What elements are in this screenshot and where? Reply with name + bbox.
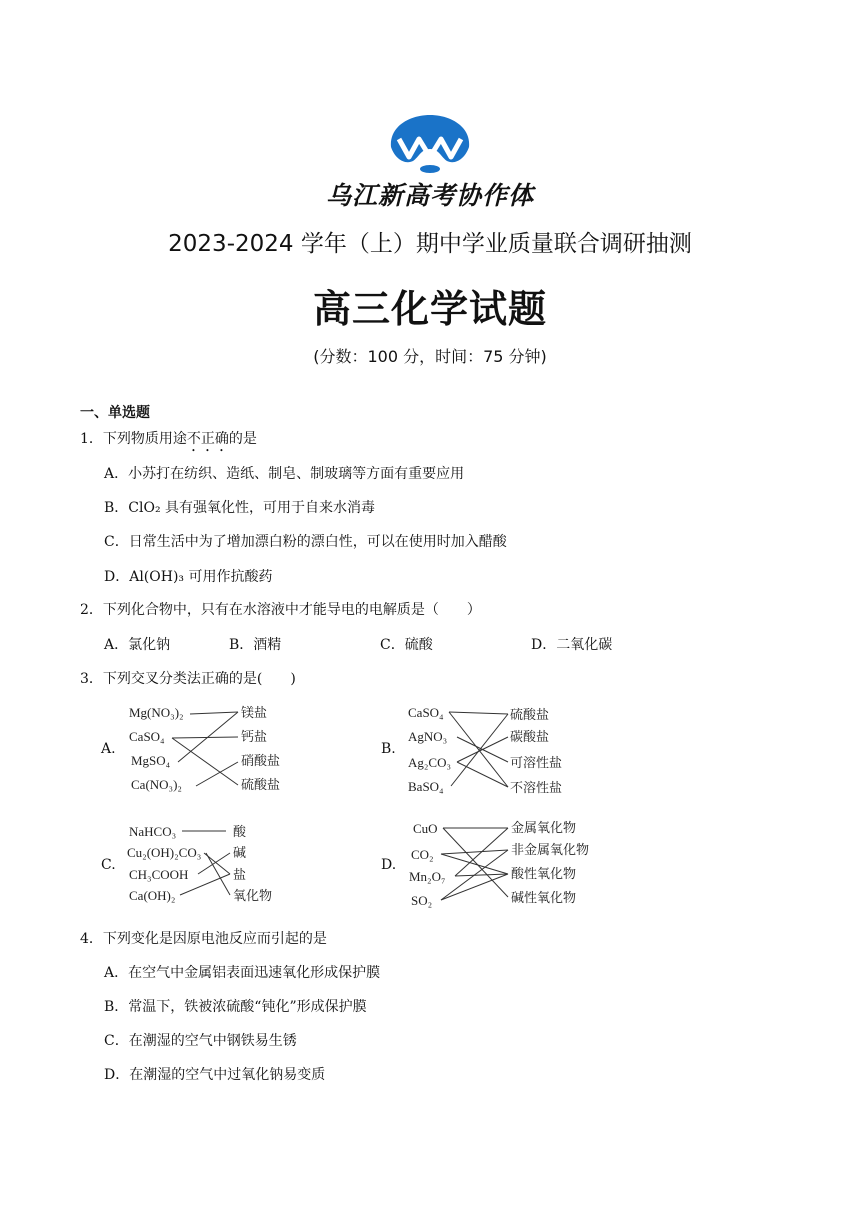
question-1-option-a: A．小苏打在纺织、造纸、制皂、制玻璃等方面有重要应用: [104, 466, 465, 482]
question-1-stem-post: 的是: [228, 431, 257, 447]
diagram-b-left-3: Ag₂CO₃: [408, 755, 452, 770]
diagram-a-left-3: MgSO₄: [131, 753, 171, 768]
question-1-option-b: B．ClO₂ 具有强氧化性，可用于自来水消毒: [104, 500, 376, 516]
diagram-c-right-4: 氧化物: [233, 888, 273, 903]
diagram-c-left-3: CH₃COOH: [129, 867, 189, 882]
diagram-d-left-1: CuO: [413, 821, 438, 836]
diagram-d-left-4: SO₂: [411, 893, 433, 908]
diagram-b-left-1: CaSO₄: [408, 705, 444, 720]
logo-icon: [385, 113, 475, 175]
question-4-option-c: C．在潮湿的空气中钢铁易生锈: [104, 1033, 297, 1049]
diagram-a-right-1: 镁盐: [241, 705, 268, 720]
question-3-option-d-label: D.: [381, 857, 397, 873]
diagram-d-right-3: 酸性氧化物: [511, 866, 577, 881]
page-title: 高三化学试题: [312, 287, 547, 331]
question-3-diagram-b: [405, 700, 575, 800]
diagram-a-right-3: 硝酸盐: [241, 753, 281, 768]
question-3-option-c-label: C.: [101, 857, 116, 873]
question-1-stem: [80, 428, 257, 455]
question-4-option-d: D．在潮湿的空气中过氧化钠易变质: [104, 1067, 326, 1083]
diagram-d-left-2: CO₂: [411, 847, 434, 862]
diagram-c-left-4: Ca(OH)₂: [129, 888, 176, 903]
diagram-b-right-1: 硫酸盐: [510, 707, 550, 722]
diagram-a-right-4: 硫酸盐: [241, 777, 281, 792]
question-4-option-a: A．在空气中金属铝表面迅速氧化形成保护膜: [104, 965, 381, 981]
question-2-option-a: A．氯化钠: [104, 637, 171, 653]
question-1-stem-pre: 1．下列物质用途: [80, 431, 187, 447]
question-3-diagram-a: [126, 700, 296, 800]
question-3-option-b-label: B.: [381, 741, 396, 757]
section-heading: 一、单选题: [80, 405, 150, 421]
question-3-diagram-d: [405, 815, 605, 911]
question-3-diagram-c: [126, 820, 296, 912]
diagram-c-right-3: 盐: [233, 867, 247, 882]
org-name: 乌江新高考协作体: [325, 181, 534, 210]
question-3-stem: 3．下列交叉分类法正确的是( ): [80, 671, 296, 687]
diagram-b-left-2: AgNO₃: [408, 729, 448, 744]
diagram-a-right-2: 钙盐: [241, 729, 268, 744]
diagram-d-right-1: 金属氧化物: [511, 820, 577, 835]
question-1-emphasis: 不正确: [186, 431, 229, 447]
question-3-option-a-label: A.: [101, 741, 116, 757]
question-2-option-d: D．二氧化碳: [531, 637, 613, 653]
exam-meta: (分数：100 分，时间：75 分钟): [313, 347, 547, 366]
diagram-b-right-2: 碳酸盐: [510, 729, 550, 744]
diagram-b-right-3: 可溶性盐: [510, 755, 563, 770]
question-4-stem: 4．下列变化是因原电池反应而引起的是: [80, 931, 327, 947]
question-2-stem: 2．下列化合物中，只有在水溶液中才能导电的电解质是（ ）: [80, 602, 481, 618]
diagram-a-left-4: Ca(NO₃)₂: [131, 777, 182, 792]
diagram-c-right-1: 酸: [233, 824, 247, 839]
diagram-c-left-1: NaHCO₃: [129, 824, 177, 839]
question-2-option-b: B．酒精: [229, 637, 282, 653]
diagram-a-left-1: Mg(NO₃)₂: [129, 705, 184, 720]
diagram-d-left-3: Mn₂O₇: [409, 869, 446, 884]
question-4-option-b: B．常温下，铁被浓硫酸“钝化”形成保护膜: [104, 999, 367, 1015]
diagram-d-right-2: 非金属氧化物: [511, 842, 590, 857]
exam-subtitle: 2023-2024 学年（上）期中学业质量联合调研抽测: [168, 231, 692, 257]
question-2-option-c: C．硫酸: [380, 637, 433, 653]
diagram-a-left-2: CaSO₄: [129, 729, 165, 744]
diagram-b-right-4: 不溶性盐: [510, 780, 563, 795]
diagram-d-right-4: 碱性氧化物: [511, 890, 577, 905]
question-1-option-d: D．Al(OH)₃ 可用作抗酸药: [104, 569, 273, 585]
diagram-c-right-2: 碱: [233, 845, 247, 860]
question-1-option-c: C．日常生活中为了增加漂白粉的漂白性，可以在使用时加入醋酸: [104, 534, 507, 550]
diagram-c-left-2: Cu₂(OH)₂CO₃: [127, 845, 202, 860]
diagram-b-left-4: BaSO₄: [408, 779, 444, 794]
